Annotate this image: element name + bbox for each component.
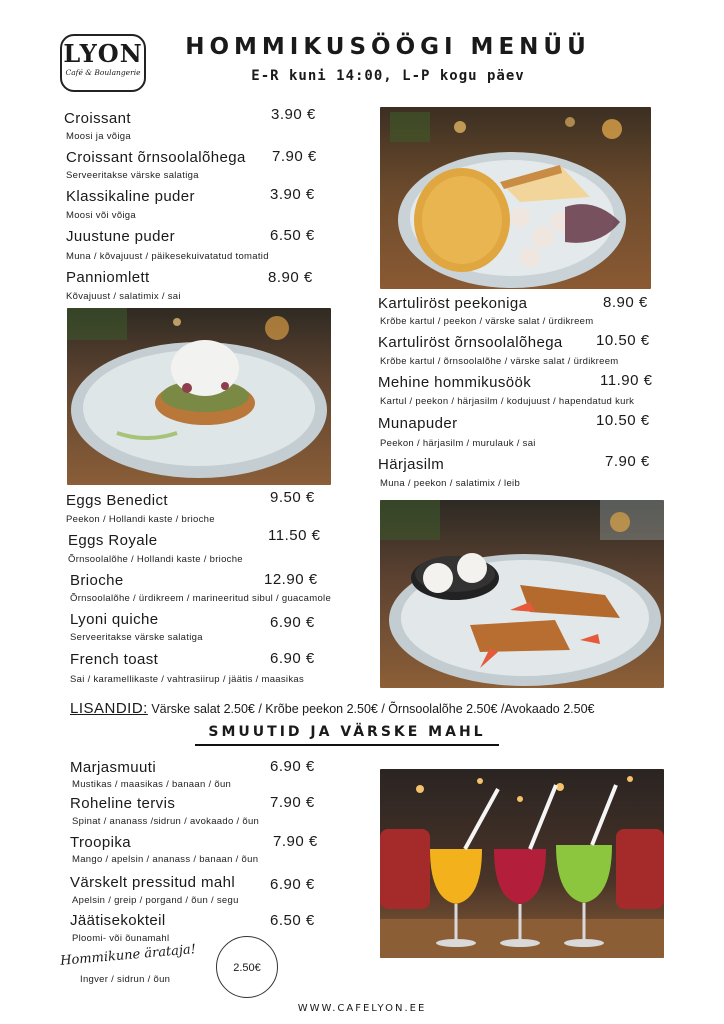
menu-item-desc: Kartul / peekon / härjasilm / kodujuust / hapendatud kurk bbox=[380, 396, 635, 407]
menu-item-price: 6.90 € bbox=[270, 650, 315, 667]
menu-item-price: 7.90 € bbox=[270, 794, 315, 811]
menu-item-name: Lyoni quiche bbox=[70, 611, 159, 628]
menu-item-price: 3.90 € bbox=[270, 186, 315, 203]
addons-line bbox=[70, 700, 594, 717]
menu-item-name: Panniomlett bbox=[66, 269, 150, 286]
menu-item-price: 6.90 € bbox=[270, 614, 315, 631]
menu-item-price: 7.90 € bbox=[605, 453, 650, 470]
menu-item-desc: Õrnsoolalõhe / Hollandi kaste / brioche bbox=[68, 554, 243, 565]
menu-item-desc: Peekon / härjasilm / murulauk / sai bbox=[380, 438, 536, 449]
page-title: HOMMIKUSÖÖGI MENÜÜ bbox=[185, 34, 591, 60]
menu-item-desc: Ploomi- või õunamahl bbox=[72, 933, 170, 944]
menu-item-desc: Moosi või võiga bbox=[66, 210, 136, 221]
menu-item-desc: Peekon / Hollandi kaste / brioche bbox=[66, 514, 215, 525]
menu-item-desc: Sai / karamellikaste / vahtrasiirup / jäätis / maasikas bbox=[70, 674, 305, 685]
menu-item-price: 8.90 € bbox=[268, 269, 313, 286]
omelette-photo bbox=[380, 107, 651, 289]
addons-text: Värske salat 2.50€ / Krõbe peekon 2.50€ / Õrnsoolalõhe 2.50€ /Avokaado 2.50€ bbox=[151, 702, 595, 716]
menu-item-desc: Kõvajuust / salatimix / sai bbox=[66, 291, 181, 302]
menu-item-price: 12.90 € bbox=[264, 571, 318, 588]
menu-item-name: Marjasmuuti bbox=[70, 759, 157, 776]
menu-item-name: Munapuder bbox=[378, 415, 458, 432]
menu-item-desc: Serveeritakse värske salatiga bbox=[66, 170, 199, 181]
addons-label: LISANDID: bbox=[70, 700, 148, 717]
menu-item-name: Troopika bbox=[70, 834, 132, 851]
menu-item-price: 10.50 € bbox=[596, 412, 650, 429]
menu-item-price: 7.90 € bbox=[272, 148, 317, 165]
menu-item-desc: Krõbe kartul / õrnsoolalõhe / värske salat / ürdikreem bbox=[380, 356, 619, 367]
menu-item-name: Eggs Royale bbox=[68, 532, 158, 549]
smoothies-photo bbox=[380, 769, 664, 958]
menu-item-price: 11.50 € bbox=[268, 527, 321, 544]
menu-item-price: 6.50 € bbox=[270, 227, 315, 244]
menu-item-price: 6.90 € bbox=[270, 758, 315, 775]
menu-item-price: 6.90 € bbox=[270, 876, 315, 893]
menu-item-name: Härjasilm bbox=[378, 456, 445, 473]
menu-item-name: Mehine hommikusöök bbox=[378, 374, 532, 391]
menu-item-desc: Krõbe kartul / peekon / värske salat / ürdikreem bbox=[380, 316, 594, 327]
wakeup-price-badge: 2.50€ bbox=[216, 936, 278, 998]
menu-item-price: 6.50 € bbox=[270, 912, 315, 929]
cafe-logo bbox=[60, 34, 146, 92]
smoothies-heading: SMUUTID JA VÄRSKE MAHL bbox=[195, 724, 499, 746]
menu-item-desc: Muna / kõvajuust / päikesekuivatatud tomatid bbox=[66, 251, 269, 262]
menu-item-desc: Mustikas / maasikas / banaan / õun bbox=[72, 779, 232, 790]
menu-item-price: 9.50 € bbox=[270, 489, 315, 506]
logo-text: LYON bbox=[63, 39, 143, 68]
menu-item-name: French toast bbox=[70, 651, 159, 668]
menu-item-name: Brioche bbox=[70, 572, 124, 589]
menu-item-name: Värskelt pressitud mahl bbox=[70, 874, 236, 891]
menu-item-name: Jäätisekokteil bbox=[70, 912, 166, 929]
menu-item-name: Kartuliröst peekoniga bbox=[378, 295, 528, 312]
menu-item-name: Roheline tervis bbox=[70, 795, 176, 812]
menu-item-desc: Spinat / ananass /sidrun / avokaado / õun bbox=[72, 816, 260, 827]
panniomlett-photo bbox=[67, 308, 331, 485]
menu-item-name: Klassikaline puder bbox=[66, 188, 195, 205]
french-toast-photo bbox=[380, 500, 664, 688]
menu-item-price: 11.90 € bbox=[600, 372, 653, 389]
menu-item-desc: Mango / apelsin / ananass / banaan / õun bbox=[72, 854, 259, 865]
menu-item-name: Kartuliröst õrnsoolalõhega bbox=[378, 334, 563, 351]
menu-item-desc: Serveeritakse värske salatiga bbox=[70, 632, 203, 643]
menu-item-desc: Apelsin / greip / porgand / õun / segu bbox=[72, 895, 239, 906]
menu-item-desc: Muna / peekon / salatimix / leib bbox=[380, 478, 521, 489]
menu-item-name: Croissant õrnsoolalõhega bbox=[66, 149, 246, 166]
menu-item-desc: Moosi ja võiga bbox=[66, 131, 131, 142]
menu-item-name: Juustune puder bbox=[66, 228, 176, 245]
menu-item-price: 3.90 € bbox=[271, 106, 316, 123]
menu-item-name: Croissant bbox=[64, 110, 131, 127]
wakeup-script-title: Hommikune ärataja! bbox=[59, 942, 197, 969]
menu-item-price: 10.50 € bbox=[596, 332, 650, 349]
menu-item-price: 8.90 € bbox=[603, 294, 648, 311]
logo-subtext: Café & Boulangerie bbox=[65, 68, 141, 77]
opening-hours: E-R kuni 14:00, L-P kogu päev bbox=[251, 68, 525, 84]
menu-item-desc: Õrnsoolalõhe / ürdikreem / marineeritud sibul / guacamole bbox=[70, 593, 332, 604]
wakeup-desc: Ingver / sidrun / õun bbox=[80, 974, 171, 985]
menu-item-name: Eggs Benedict bbox=[66, 492, 168, 509]
menu-item-price: 7.90 € bbox=[273, 833, 318, 850]
website-link[interactable]: WWW.CAFELYON.EE bbox=[297, 1003, 427, 1014]
